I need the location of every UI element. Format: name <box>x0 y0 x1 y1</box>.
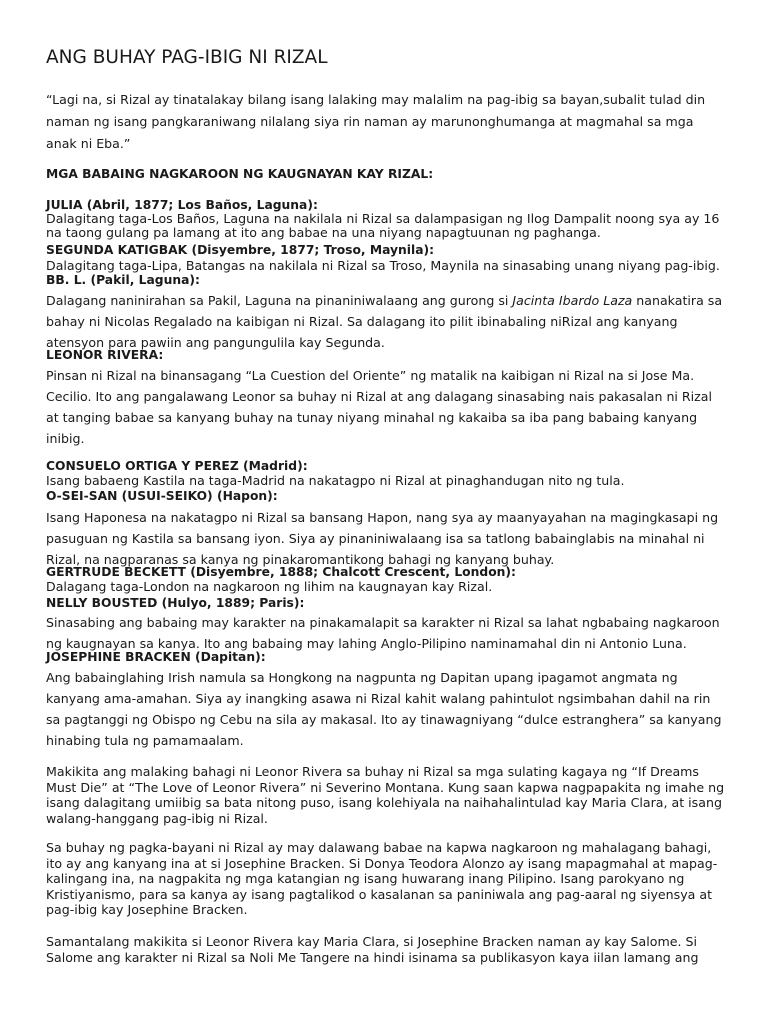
body-paragraph: Makikita ang malaking bahagi ni Leonor Rivera sa buhay ni Rizal sa mga sulating kagaya ng “If Dreams Must Die” at “The Love of Leonor Rivera” ni Severino Montana. Kung saan kapwa nagpapakita ng imahe ng isang dalagitang umiibig sa bata nitong puso, isang kolehiyala na naihahalintulad kay Maria Clara, at isang walang-hanggang pag-ibig ni Rizal. <box>46 764 725 826</box>
entry-desc-leonor-rivera: Pinsan ni Rizal na binansagang “La Cuestion del Oriente” ng matalik na kaibigan ni Rizal na si Jose Ma. Cecilio. Ito ang pangalawang Leonor sa buhay ni Rizal at ang dalagang sinasabing nais pakasalan ni Rizal at tanging babae sa kanyang buhay na tunay niyang minahal ng kakaiba sa iba pang babaing kanyang inibig. <box>46 368 713 446</box>
entry-name-leonor-rivera: LEONOR RIVERA: <box>46 348 164 362</box>
document-title: ANG BUHAY PAG-IBIG NI RIZAL <box>46 47 328 68</box>
entry-desc-nelly-bousted: Sinasabing ang babaing may karakter na pinakamalapit sa karakter ni Rizal sa lahat ngbabaing nagkaroon ng kaugnayan sa kanya. Ito ang babaing may lahing Anglo-Pilipino naminamahal din ni Antonio Luna. <box>46 615 720 651</box>
entry-desc-bb-l-part2: nanakatira sa bahay ni Nicolas Regalado na kaibigan ni Rizal. Sa dalagang ito pilit ibinabaling niRizal ang kanyang atensyon para pawiin ang pangungulila kay Segunda. <box>46 293 723 350</box>
entry-desc-julia: Dalagitang taga-Los Baños, Laguna na nakilala ni Rizal sa dalampasigan ng Ilog Dampalit noong sya ay 16 na taong gulang pa lamang at ito ang babae na una niyang napagtuunan ng paghanga. <box>46 211 720 240</box>
entry-desc-o-sei-san: Isang Haponesa na nakatagpo ni Rizal sa bansang Hapon, nang sya ay maanyayahan na magingkasapi ng pasuguan ng Kastila sa bansang iyon. Siya ay pinaniniwalaang isa sa tatlong babainglabis na minahal ni Rizal, na nagparanas sa kanya ng pinakaromantikong bahagi ng kanyang buhay. <box>46 510 719 567</box>
entry-name-julia: JULIA (Abril, 1877; Los Baños, Laguna): <box>46 198 318 212</box>
entry-name-gertrude-beckett: GERTRUDE BECKETT (Disyembre, 1888; Chalcott Crescent, London): <box>46 565 516 579</box>
entry-name-segunda-katigbak: SEGUNDA KATIGBAK (Disyembre, 1877; Troso, Maynila): <box>46 243 435 257</box>
body-paragraph: Samantalang makikita si Leonor Rivera kay Maria Clara, si Josephine Bracken naman ay kay Salome. Si Salome ang karakter ni Rizal sa Noli Me Tangere na hindi isinama sa publikasyon kaya iilan lamang ang <box>46 934 699 965</box>
entry-desc-bb-l-italic-name: Jacinta Ibardo Laza <box>512 293 633 308</box>
entry-name-josephine-bracken: JOSEPHINE BRACKEN (Dapitan): <box>46 650 266 664</box>
entry-name-nelly-bousted: NELLY BOUSTED (Hulyo, 1889; Paris): <box>46 596 305 610</box>
entry-desc-segunda-katigbak: Dalagitang taga-Lipa, Batangas na nakilala ni Rizal sa Troso, Maynila na sinasabing unang niyang pag-ibig. <box>46 258 720 273</box>
entry-desc-gertrude-beckett: Dalagang taga-London na nagkaroon ng lihim na kaugnayan kay Rizal. <box>46 579 493 594</box>
entry-desc-bb-l <box>46 290 726 353</box>
intro-quote: “Lagi na, si Rizal ay tinatalakay bilang isang lalaking may malalim na pag-ibig sa bayan,subalit tulad din naman ng isang pangkaraniwang nilalang siya rin naman ay marunonghumanga at magmahal sa mga anak ni Eba.” <box>46 92 706 151</box>
entry-desc-bb-l-part1: Dalagang naninirahan sa Pakil, Laguna na pinaniniwalaang ang gurong si <box>46 293 513 308</box>
section-heading: MGA BABAING NAGKAROON NG KAUGNAYAN KAY RIZAL: <box>46 167 434 181</box>
body-paragraph: Sa buhay ng pagka-bayani ni Rizal ay may dalawang babae na kapwa nagkaroon ng mahalagang bahagi, ito ay ang kanyang ina at si Josephine Bracken. Si Donya Teodora Alonzo ay isang mapagmahal at mapag-kalingang ina, na nagpakita ng mga katangian ng isang huwarang inang Pilipino. Isang parokyano ng Kristiyanismo, para sa kanya ay isang pagtalikod o kasalanan sa paniniwala ang pag-aaral ng siyensya at pag-ibig kay Josephine Bracken. <box>46 840 718 917</box>
entry-desc-josephine-bracken: Ang babainglahing Irish namula sa Hongkong na nagpunta ng Dapitan upang ipagamot angmata ng kanyang ama-amahan. Siya ay inangking asawa ni Rizal kahit walang pahintulot ngsimbahan dahil na rin sa pagtanggi ng Obispo ng Cebu na sila ay makasal. Ito ay tinawagniyang “dulce estranghera” sa kanyang hinabing tula ng pamamaalam. <box>46 670 722 748</box>
entry-desc-consuelo-ortiga: Isang babaeng Kastila na taga-Madrid na nakatagpo ni Rizal at pinaghandugan nito ng tula. <box>46 473 625 488</box>
entry-name-bb-l: BB. L. (Pakil, Laguna): <box>46 273 200 287</box>
entry-name-o-sei-san: O-SEI-SAN (USUI-SEIKO) (Hapon): <box>46 489 278 503</box>
entry-name-consuelo-ortiga: CONSUELO ORTIGA Y PEREZ (Madrid): <box>46 459 308 473</box>
